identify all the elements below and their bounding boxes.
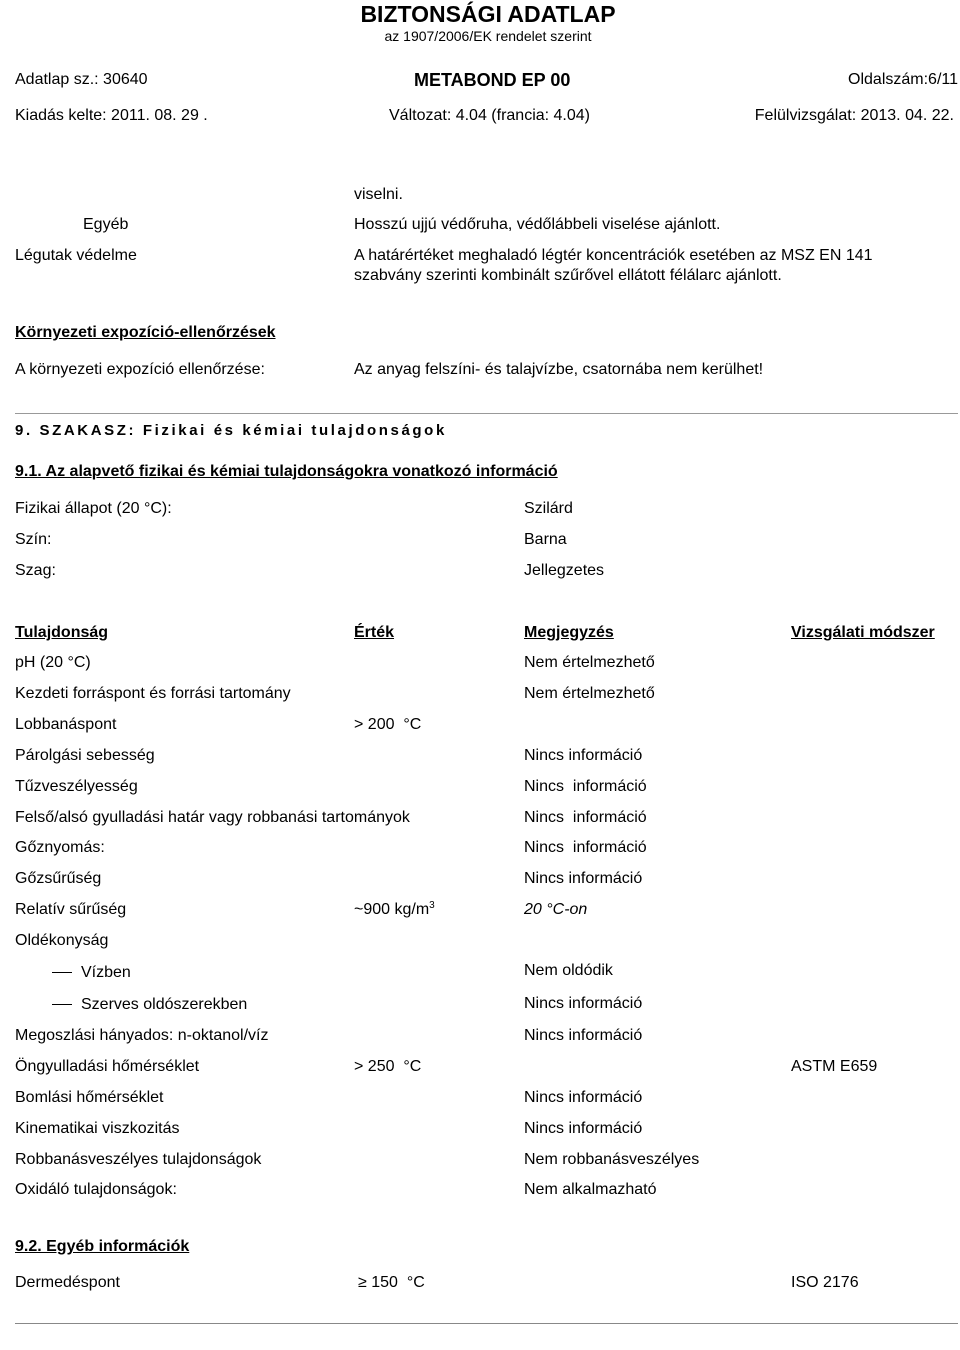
property-kinematic-viscosity: Kinematikai viszkozitás xyxy=(15,1120,180,1137)
method-autoignition-temperature: ASTM E659 xyxy=(791,1058,878,1075)
section-9-heading: 9. SZAKASZ: Fizikai és kémiai tulajdonságok xyxy=(15,422,447,439)
note-water-solubility: Nem oldódik xyxy=(524,962,613,979)
column-header-property: Tulajdonság xyxy=(15,624,109,641)
note-partition-coefficient: Nincs információ xyxy=(524,1027,643,1044)
sheet-number: Adatlap sz.: 30640 xyxy=(15,71,148,88)
property-autoignition-temperature: Öngyulladási hőmérséklet xyxy=(15,1058,200,1075)
property-water-solubility: Vízben xyxy=(81,964,131,981)
list-dash xyxy=(52,1004,72,1005)
property-solubility: Oldékonyság xyxy=(15,932,109,949)
respiratory-protection-label: Légutak védelme xyxy=(15,247,137,264)
other-protection-text: Hosszú ujjú védőruha, védőlábbeli viselése ajánlott. xyxy=(354,216,721,233)
basic-property-label: Szag: xyxy=(15,562,56,579)
property-evaporation-rate: Párolgási sebesség xyxy=(15,747,155,764)
value-relative-density-exponent: 3 xyxy=(429,900,435,911)
property-ph: pH (20 °C) xyxy=(15,654,91,671)
continuation-text: viselni. xyxy=(354,186,403,203)
note-ph: Nem értelmezhető xyxy=(524,654,655,671)
document-subtitle: az 1907/2006/EK rendelet szerint xyxy=(384,28,592,44)
environment-heading: Környezeti expozíció-ellenőrzések xyxy=(15,324,276,341)
property-flammability: Tűzveszélyesség xyxy=(15,778,138,795)
product-name: METABOND EP 00 xyxy=(414,70,571,90)
property-partition-coefficient: Megoszlási hányados: n-oktanol/víz xyxy=(15,1027,269,1044)
note-vapour-density: Nincs információ xyxy=(524,870,643,887)
note-boiling-point: Nem értelmezhető xyxy=(524,685,655,702)
value-autoignition-temperature: > 250 °C xyxy=(354,1058,422,1075)
note-decomposition-temperature: Nincs információ xyxy=(524,1089,643,1106)
other-protection-label: Egyéb xyxy=(83,216,129,233)
property-explosive-properties: Robbanásveszélyes tulajdonságok xyxy=(15,1151,262,1168)
environment-value: Az anyag felszíni- és talajvízbe, csatornába nem kerülhet! xyxy=(354,361,764,378)
subsection-9-1-heading: 9.1. Az alapvető fizikai és kémiai tulajdonságokra vonatkozó információ xyxy=(15,463,558,480)
value-pour-point-text: 150 °C xyxy=(366,1274,425,1291)
value-relative-density xyxy=(354,902,435,918)
subsection-9-2-heading: 9.2. Egyéb információk xyxy=(15,1238,190,1255)
value-relative-density-text: ~900 kg/m xyxy=(354,901,430,918)
note-explosive-properties: Nem robbanásveszélyes xyxy=(524,1151,700,1168)
note-kinematic-viscosity: Nincs információ xyxy=(524,1120,643,1137)
note-flammability: Nincs információ xyxy=(524,778,647,795)
property-pour-point: Dermedéspont xyxy=(15,1274,120,1291)
property-solvent-solubility: Szerves oldószerekben xyxy=(81,996,248,1013)
environment-label: A környezeti expozíció ellenőrzése: xyxy=(15,361,265,378)
property-flash-point: Lobbanáspont xyxy=(15,716,117,733)
basic-property-label: Szín: xyxy=(15,531,52,548)
respiratory-protection-line2: szabvány szerinti kombinált szűrővel ellátott félálarc ajánlott. xyxy=(354,267,782,284)
basic-property-label: Fizikai állapot (20 °C): xyxy=(15,500,172,517)
document-title: BIZTONSÁGI ADATLAP xyxy=(360,1,616,27)
value-flash-point: > 200 °C xyxy=(354,716,422,733)
property-vapour-pressure: Gőznyomás: xyxy=(15,839,105,856)
property-vapour-density: Gőzsűrűség xyxy=(15,870,102,887)
section-divider xyxy=(15,413,958,414)
property-oxidising-properties: Oxidáló tulajdonságok: xyxy=(15,1181,177,1198)
property-decomposition-temperature: Bomlási hőmérséklet xyxy=(15,1089,164,1106)
note-evaporation-rate: Nincs információ xyxy=(524,747,643,764)
column-header-note: Megjegyzés xyxy=(524,624,614,641)
respiratory-protection-line1: A határértéket meghaladó légtér koncentrációk esetében az MSZ EN 141 xyxy=(354,247,873,264)
property-relative-density: Relatív sűrűség xyxy=(15,901,127,918)
value-pour-point xyxy=(358,1275,425,1291)
version: Változat: 4.04 (francia: 4.04) xyxy=(389,107,590,124)
basic-property-value: Szilárd xyxy=(524,500,573,517)
note-vapour-pressure: Nincs információ xyxy=(524,839,647,856)
note-solvent-solubility: Nincs információ xyxy=(524,995,643,1012)
footer-divider xyxy=(15,1323,958,1324)
basic-property-value: Barna xyxy=(524,531,567,548)
column-header-method: Vizsgálati módszer xyxy=(791,624,935,641)
method-pour-point: ISO 2176 xyxy=(791,1274,859,1291)
basic-property-value: Jellegzetes xyxy=(524,562,605,579)
property-boiling-point: Kezdeti forráspont és forrási tartomány xyxy=(15,685,291,702)
page-number: Oldalszám:6/11 xyxy=(848,71,958,88)
revision-date: Felülvizsgálat: 2013. 04. 22. xyxy=(754,107,954,124)
list-dash xyxy=(52,972,72,973)
issue-date: Kiadás kelte: 2011. 08. 29 . xyxy=(15,107,208,124)
note-oxidising-properties: Nem alkalmazható xyxy=(524,1181,657,1198)
note-explosion-limits: Nincs információ xyxy=(524,809,647,826)
property-explosion-limits: Felső/alsó gyulladási határ vagy robbanási tartományok xyxy=(15,809,410,826)
greater-or-equal-symbol: ≥ xyxy=(358,1274,367,1291)
note-relative-density: 20 °C-on xyxy=(524,901,588,918)
column-header-value: Érték xyxy=(354,624,395,641)
